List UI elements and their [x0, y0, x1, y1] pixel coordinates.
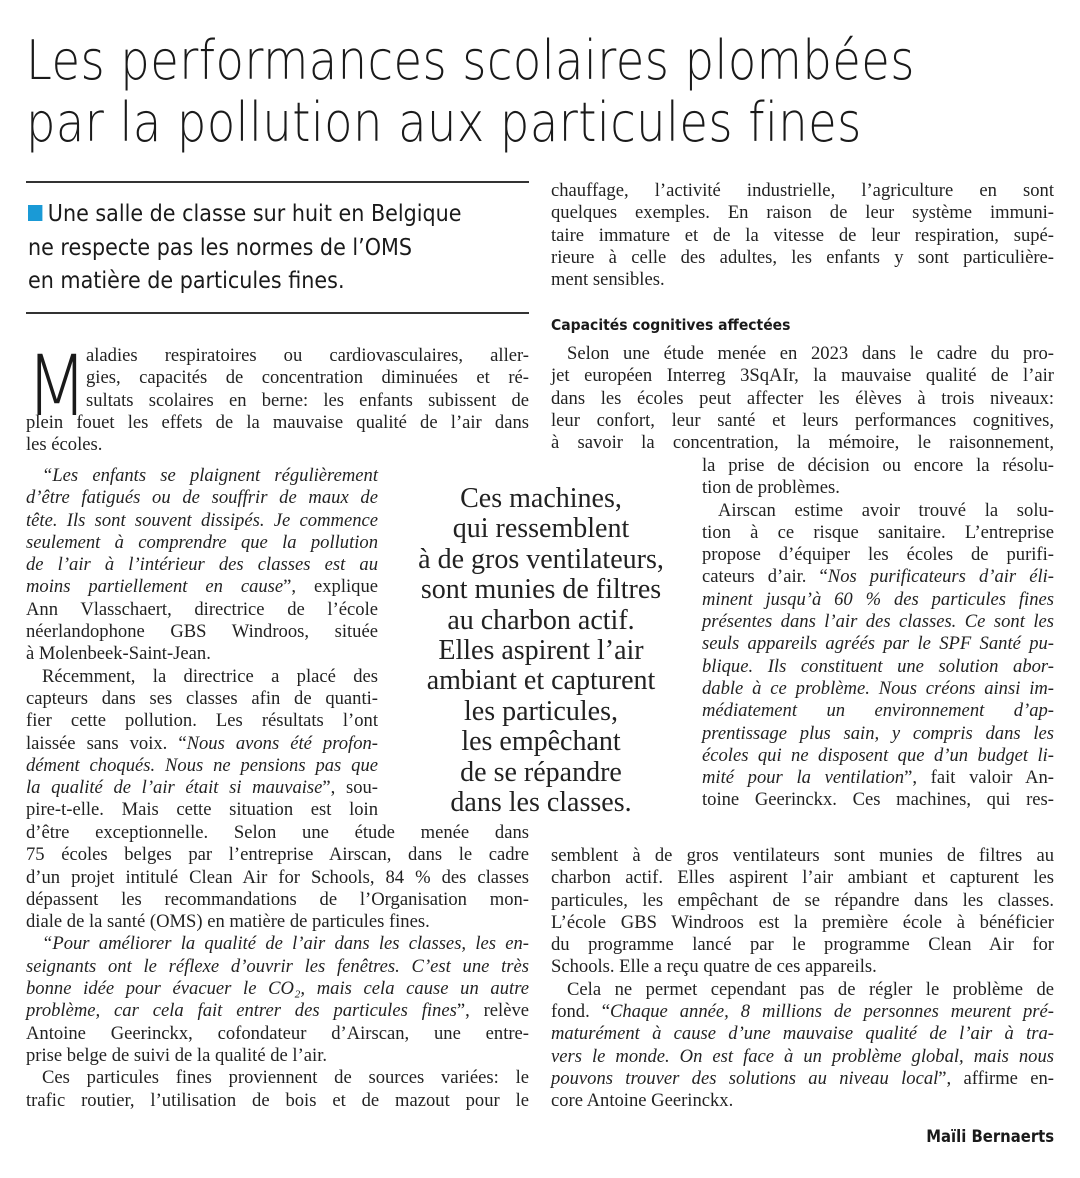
- body-text: néerlandophone GBS Windroos, située: [26, 621, 378, 643]
- text-line: [26, 1090, 529, 1112]
- body-text: rieure à celle des adultes, les enfants y sont particulière-: [551, 246, 1054, 268]
- quote-text: la qualité de l’air était si mauvaise: [26, 777, 323, 799]
- lead-bottom-rule: [26, 312, 529, 314]
- text-line: [26, 487, 378, 509]
- body-text: jet européen Interreg 3SqAIr, la mauvaise qualité de l’air: [551, 365, 1054, 387]
- text-line: [26, 554, 378, 576]
- text-line: [702, 678, 1054, 700]
- lead-line-2: ne respecte pas les normes de l’OMS: [28, 235, 413, 261]
- body-text: tion de problèmes.: [702, 477, 840, 499]
- text-line: [702, 566, 1054, 588]
- text-line: [702, 656, 1054, 678]
- quote-text: tête. Ils sont souvent dissipés. Je commence: [26, 509, 378, 531]
- quote-text: maturément à cause d’une mauvaise qualité de l’air à tra-: [551, 1023, 1054, 1045]
- quote-text: écoles qui ne disposent que d’un budget li-: [702, 744, 1054, 766]
- column-1-bottom: [26, 822, 529, 1112]
- pull-quote-line: les empêchant: [461, 726, 621, 758]
- pull-quote-line: qui ressemblent: [452, 513, 630, 545]
- body-text: semblent à de gros ventilateurs sont munies de filtres au: [551, 845, 1054, 866]
- text-line: [551, 1090, 1054, 1112]
- body-text: dépassent les recommandations de l’Organisation mon-: [26, 888, 529, 910]
- text-line: [551, 1068, 1054, 1090]
- text-line: [26, 1067, 529, 1089]
- text-line: [26, 710, 378, 732]
- text-line: [702, 522, 1054, 544]
- body-text: la prise de décision ou encore la résolu-: [702, 455, 1054, 476]
- text-line: [26, 390, 529, 412]
- quote-text: dable à ce problème. Nous créons ainsi im-: [702, 677, 1054, 699]
- text-line: [26, 822, 529, 844]
- text-line: [551, 956, 1054, 978]
- text-line: [26, 532, 378, 554]
- column-2-wide: [551, 343, 1054, 454]
- text-line: [551, 979, 1054, 1001]
- quote-text: médiatement un environnement d’ap-: [702, 700, 1054, 722]
- body-text: fond. “: [551, 1001, 610, 1023]
- text-line: [551, 343, 1054, 365]
- column-2-narrow: [702, 455, 1054, 812]
- body-text: Antoine Geerinckx, cofondateur d’Airscan, une entre-: [26, 1022, 529, 1044]
- text-line: [551, 1023, 1054, 1045]
- quote-text: blique. Ils constituent une solution abor-: [702, 655, 1054, 677]
- body-text: ”, affirme en-: [938, 1067, 1054, 1089]
- body-text: pire-t-elle. Mais cette situation est loin: [26, 799, 378, 821]
- subheading: Capacités cognitives affectées: [551, 316, 791, 334]
- text-line: [26, 911, 529, 933]
- text-line: [26, 643, 378, 665]
- text-line: [551, 1046, 1054, 1068]
- quote-text: Chaque année, 8 millions de personnes meurent pré-: [609, 1001, 1054, 1023]
- body-text: du programme lancé par le programme Clean Air for: [551, 934, 1054, 956]
- column-1-narrow: [26, 465, 378, 822]
- accent-square-icon: [28, 205, 42, 221]
- body-text: chauffage, l’activité industrielle, l’agriculture en sont: [551, 180, 1054, 201]
- body-text: taire immature et de la vitesse de leur respiration, supé-: [551, 224, 1054, 246]
- body-text: Récemment, la directrice a placé des: [42, 665, 378, 687]
- text-line: [26, 889, 529, 911]
- text-line: [551, 934, 1054, 956]
- byline: Maïli Bernaerts: [926, 1127, 1054, 1146]
- text-line: [26, 1045, 529, 1067]
- text-line: [551, 867, 1054, 889]
- quote-text: Nous avons été profon-: [186, 732, 378, 754]
- text-line: [702, 789, 1054, 811]
- body-text: core Antoine Geerinckx.: [551, 1090, 734, 1112]
- quote-text: présentes dans l’air des classes. Ce sont les: [702, 611, 1054, 633]
- body-text: leur confort, leur santé et leurs performances cognitives,: [551, 409, 1054, 431]
- body-text: d’un projet intitulé Clean Air for Schools, 84 % des classes: [26, 866, 529, 888]
- text-line: [702, 723, 1054, 745]
- text-line: [551, 365, 1054, 387]
- text-line: [551, 247, 1054, 269]
- pull-quote-line: à de gros ventilateurs,: [418, 543, 664, 575]
- quote-text: vers le monde. On est face à un problème global, mais nous: [551, 1045, 1054, 1067]
- text-line: [26, 367, 529, 389]
- text-line: [551, 269, 1054, 291]
- body-text: Selon une étude menée en 2023 dans le cadre du pro-: [567, 343, 1054, 364]
- text-line: [26, 345, 529, 367]
- text-line: [26, 978, 529, 1000]
- column-2-top: [551, 180, 1054, 291]
- quote-text: d’être fatigués ou de souffrir de maux de: [26, 487, 378, 509]
- column-1-intro: [26, 337, 529, 456]
- quote-text: “Les enfants se plaignent régulièrement: [42, 465, 378, 486]
- pull-quote-line: ambiant et capturent: [426, 665, 656, 697]
- text-line: [26, 1000, 529, 1022]
- body-text: Schools. Elle a reçu quatre de ces appareils.: [551, 956, 877, 978]
- column-2-bottom: [551, 845, 1054, 1113]
- body-text: ”, relève: [456, 1000, 529, 1022]
- quote-text: Nos purificateurs d’air éli-: [827, 566, 1054, 588]
- body-text: L’école GBS Windroos est la première école à bénéficier: [551, 911, 1054, 933]
- body-text: trafic routier, l’utilisation de bois et de mazout pour le: [26, 1089, 529, 1111]
- pull-quote-line: au charbon actif.: [447, 604, 635, 636]
- body-text: sultats scolaires en berne: les enfants subissent de: [86, 389, 529, 411]
- text-line: [26, 576, 378, 598]
- text-line: [702, 500, 1054, 522]
- text-line: [551, 845, 1054, 867]
- body-text: dans les écoles peut affecter les élèves à trois niveaux:: [551, 387, 1054, 409]
- text-line: [26, 933, 529, 955]
- quote-text: seuls appareils agréés par le SPF Santé pu-: [702, 633, 1054, 655]
- body-text: prise belge de suivi de la qualité de l’air.: [26, 1044, 328, 1066]
- text-line: [26, 599, 378, 621]
- text-line: [702, 700, 1054, 722]
- text-line: [26, 465, 378, 487]
- pull-quote-line: sont munies de filtres: [420, 574, 662, 606]
- text-line: [551, 912, 1054, 934]
- quote-text: seulement à comprendre que la pollution: [26, 531, 378, 553]
- text-line: [551, 432, 1054, 454]
- body-text: aladies respiratoires ou cardiovasculaires, aller-: [86, 345, 529, 366]
- body-text: quelques exemples. En raison de leur système immuni-: [551, 202, 1054, 224]
- text-line: [551, 1001, 1054, 1023]
- text-line: [26, 777, 378, 799]
- text-line: [26, 434, 529, 456]
- text-line: [26, 621, 378, 643]
- quote-text: problème, car cela fait entrer des particules fines: [26, 1000, 457, 1022]
- body-text: les écoles.: [26, 434, 103, 456]
- pull-quote-line: Ces machines,: [460, 483, 622, 514]
- quote-text: seignants ont le réflexe d’ouvrir les fenêtres. C’est une très: [26, 955, 529, 977]
- quote-text: mité pour la ventilation: [702, 767, 905, 789]
- body-text: capteurs dans ses classes afin de quanti-: [26, 687, 378, 709]
- body-text: propose d’équiper les écoles de purifi-: [702, 544, 1054, 566]
- body-text: Cela ne permet cependant pas de régler le problème de: [567, 978, 1054, 1000]
- lead-text: Une salle de classe sur huit en Belgique: [47, 201, 462, 227]
- pull-quote-line: les particules,: [464, 695, 618, 727]
- body-text: particules, les empêchant de se répandre dans les classes.: [551, 889, 1054, 911]
- text-line: [26, 412, 529, 434]
- text-line: [26, 666, 378, 688]
- quote-text: bonne idée pour évacuer le CO₂, mais cela cause un autre: [26, 978, 529, 1000]
- pull-quote-line: Elles aspirent l’air: [438, 635, 644, 667]
- text-line: [26, 688, 378, 710]
- body-text: laissée sans voix. “: [26, 732, 187, 754]
- body-text: fier cette pollution. Les résultats l’ont: [26, 710, 378, 732]
- lead-line-3: en matière de particules fines.: [28, 268, 345, 294]
- text-line: [551, 388, 1054, 410]
- text-line: [702, 455, 1054, 477]
- text-line: [702, 745, 1054, 767]
- lead-line-1: [28, 203, 462, 226]
- lead-top-rule: [26, 181, 529, 183]
- text-line: [26, 799, 378, 821]
- text-line: [702, 767, 1054, 789]
- quote-text: “Pour améliorer la qualité de l’air dans les classes, les en-: [42, 933, 529, 955]
- pull-quote-line: de se répandre: [460, 756, 622, 788]
- text-line: [702, 544, 1054, 566]
- body-text: ”, explique: [283, 576, 379, 598]
- text-line: [551, 225, 1054, 247]
- pull-quote-line: dans les classes.: [450, 787, 632, 819]
- text-line: [702, 633, 1054, 655]
- headline-line-1: Les performances scolaires plombées: [26, 29, 915, 92]
- body-text: ment sensibles.: [551, 269, 665, 291]
- text-line: [26, 1023, 529, 1045]
- body-text: cateurs d’air. “: [702, 566, 828, 588]
- body-text: Ann Vlasschaert, directrice de l’école: [26, 598, 378, 620]
- text-line: [26, 733, 378, 755]
- body-text: à Molenbeek-Saint-Jean.: [26, 643, 211, 665]
- text-line: [26, 510, 378, 532]
- body-text: plein fouet les effets de la mauvaise qualité de l’air dans: [26, 411, 529, 433]
- text-line: [551, 180, 1054, 202]
- body-text: ”, sou-: [322, 777, 378, 799]
- body-text: toine Geerinckx. Ces machines, qui res-: [702, 789, 1054, 811]
- quote-text: pouvons trouver des solutions au niveau local: [551, 1067, 939, 1089]
- body-text: charbon actif. Elles aspirent l’air ambiant et capturent les: [551, 867, 1054, 889]
- body-text: 75 écoles belges par l’entreprise Airscan, dans le cadre: [26, 844, 529, 866]
- body-text: tion à ce risque sanitaire. L’entreprise: [702, 521, 1054, 543]
- drop-cap: M: [26, 337, 88, 435]
- body-text: diale de la santé (OMS) en matière de particules fines.: [26, 911, 430, 933]
- quote-text: moins partiellement en cause: [26, 576, 284, 598]
- body-text: à savoir la concentration, la mémoire, le raisonnement,: [551, 432, 1054, 454]
- text-line: [26, 867, 529, 889]
- quote-text: prentissage plus sain, y compris dans les: [702, 722, 1054, 744]
- body-text: Airscan estime avoir trouvé la solu-: [718, 499, 1054, 521]
- body-text: Ces particules fines proviennent de sources variées: le: [42, 1067, 529, 1089]
- quote-text: dément choqués. Nous ne pensions pas que: [26, 754, 378, 776]
- pull-quote: [398, 484, 684, 818]
- text-line: [702, 611, 1054, 633]
- quote-text: minent jusqu’à 60 % des particules fines: [702, 588, 1054, 610]
- text-line: [26, 956, 529, 978]
- text-line: [26, 844, 529, 866]
- headline-line-2: par la pollution aux particules fines: [26, 91, 862, 154]
- body-text: ”, fait valoir An-: [904, 767, 1054, 789]
- text-line: [26, 755, 378, 777]
- text-line: [551, 202, 1054, 224]
- text-line: [702, 589, 1054, 611]
- text-line: [551, 890, 1054, 912]
- body-text: d’être exceptionnelle. Selon une étude menée dans: [26, 822, 529, 843]
- quote-text: de l’air à l’intérieur des classes est au: [26, 554, 378, 576]
- body-text: gies, capacités de concentration diminuées et ré-: [86, 367, 529, 389]
- text-line: [551, 410, 1054, 432]
- text-line: [702, 477, 1054, 499]
